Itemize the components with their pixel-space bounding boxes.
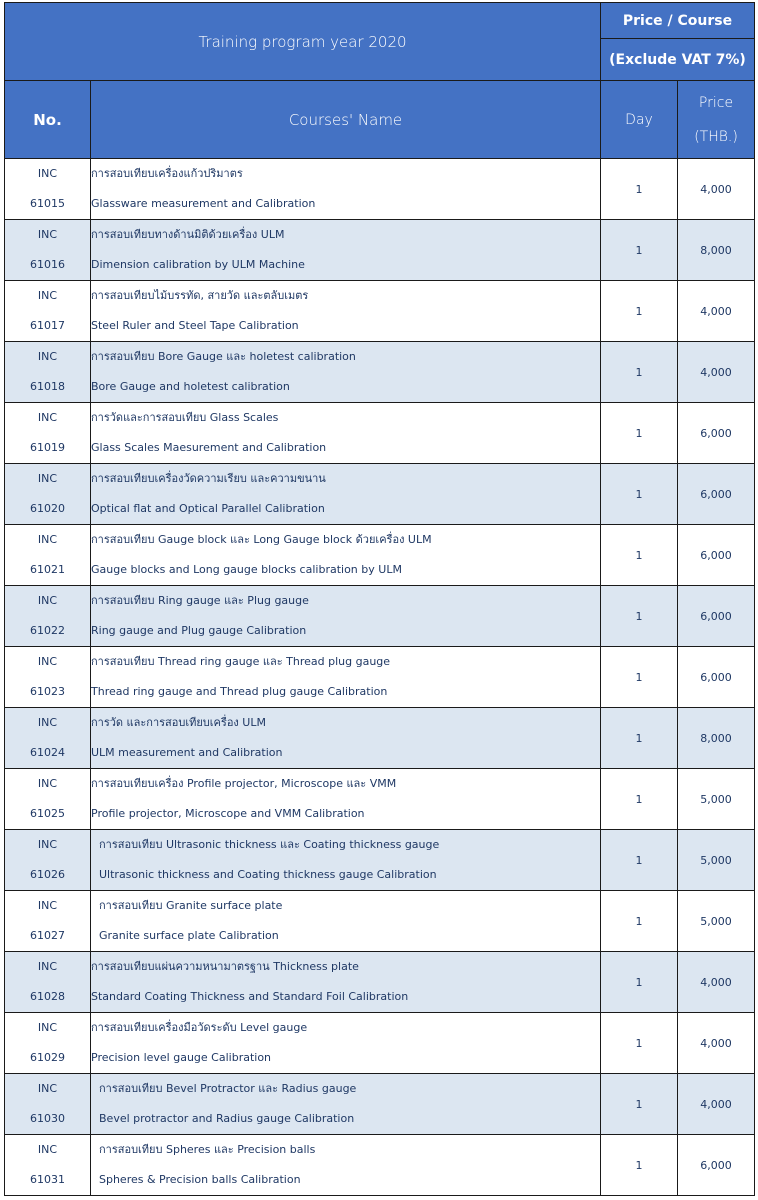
course-prefix: INC [37,472,58,485]
course-name [91,830,601,891]
course-number: 61015 [30,197,65,210]
course-row [5,891,755,952]
course-price: 4,000 [678,159,755,220]
course-row [5,342,755,403]
course-price: 4,000 [678,342,755,403]
course-name-th: การสอบเทียบเครื่องแก้วปริมาตร [91,167,243,180]
course-prefix: INC [37,411,58,424]
course-price: 6,000 [678,525,755,586]
course-price: 6,000 [678,403,755,464]
course-number: 61016 [30,258,65,271]
course-price: 6,000 [678,1135,755,1196]
course-name [91,159,601,220]
course-prefix: INC [37,1021,58,1034]
course-name [91,525,601,586]
course-prefix: INC [37,960,58,973]
course-code [5,525,91,586]
course-prefix: INC [37,655,58,668]
column-header-no: No. [5,81,91,159]
course-day: 1 [601,830,678,891]
course-code [5,342,91,403]
course-code [5,220,91,281]
course-name-th: การสอบเทียบ Thread ring gauge และ Thread plug gauge [91,655,391,668]
course-prefix: INC [37,594,58,607]
course-name [91,952,601,1013]
course-day: 1 [601,281,678,342]
price-label: Price [698,94,734,111]
course-day: 1 [601,525,678,586]
course-name [91,403,601,464]
course-code [5,464,91,525]
course-row [5,281,755,342]
course-name-th: การสอบเทียบ Bore Gauge และ holetest calibration [91,350,356,363]
course-code [5,1135,91,1196]
course-day: 1 [601,769,678,830]
price-currency-label: (THB.) [694,128,738,145]
course-name-en: Gauge blocks and Long gauge blocks calibration by ULM [91,563,402,576]
course-name-th: การสอบเทียบ Ultrasonic thickness และ Coating thickness gauge [99,838,440,851]
course-row [5,1074,755,1135]
course-prefix: INC [37,228,58,241]
course-row [5,952,755,1013]
course-name-th: การสอบเทียบเครื่องวัดความเรียบ และความขนาน [91,472,326,485]
course-row [5,1135,755,1196]
course-prefix: INC [37,838,58,851]
course-day: 1 [601,464,678,525]
course-name-th: การสอบเทียบแผ่นความหนามาตรฐาน Thickness plate [91,960,359,973]
course-number: 61018 [30,380,65,393]
course-name-th: การสอบเทียบไม้บรรทัด, สายวัด และตลับเมตร [91,289,309,302]
course-day: 1 [601,586,678,647]
exclude-vat-note: (Exclude VAT 7%) [601,39,755,81]
course-name-en: Ultrasonic thickness and Coating thickness gauge Calibration [99,868,437,881]
course-row [5,769,755,830]
course-name [91,647,601,708]
course-price: 6,000 [678,586,755,647]
course-price: 6,000 [678,464,755,525]
course-name-en: Spheres & Precision balls Calibration [99,1173,301,1186]
course-number: 61025 [30,807,65,820]
course-prefix: INC [37,716,58,729]
course-prefix: INC [37,350,58,363]
course-day: 1 [601,708,678,769]
course-price: 5,000 [678,769,755,830]
course-price: 8,000 [678,708,755,769]
course-number: 61029 [30,1051,65,1064]
course-name-th: การสอบเทียบ Spheres และ Precision balls [99,1143,316,1156]
course-row [5,220,755,281]
course-name-th: การสอบเทียบทางด้านมิติด้วยเครื่อง ULM [91,228,285,241]
course-code [5,830,91,891]
course-price: 5,000 [678,830,755,891]
course-code [5,281,91,342]
training-program-table [4,2,754,1196]
course-day: 1 [601,1135,678,1196]
course-code [5,403,91,464]
course-name-en: Bevel protractor and Radius gauge Calibration [99,1112,355,1125]
course-number: 61021 [30,563,65,576]
course-number: 61019 [30,441,65,454]
course-number: 61023 [30,685,65,698]
course-name-en: ULM measurement and Calibration [91,746,283,759]
course-day: 1 [601,220,678,281]
course-name [91,769,601,830]
course-name [91,1135,601,1196]
course-prefix: INC [37,899,58,912]
course-name-en: Granite surface plate Calibration [99,929,279,942]
course-prefix: INC [37,1082,58,1095]
course-price: 8,000 [678,220,755,281]
course-day: 1 [601,159,678,220]
course-code [5,708,91,769]
course-name-th: การสอบเทียบ Bevel Protractor และ Radius gauge [99,1082,357,1095]
course-name-en: Steel Ruler and Steel Tape Calibration [91,319,299,332]
course-prefix: INC [37,533,58,546]
course-price: 4,000 [678,1074,755,1135]
course-name [91,891,601,952]
course-name [91,586,601,647]
course-prefix: INC [37,167,58,180]
course-price: 5,000 [678,891,755,952]
course-name-th: การวัดและการสอบเทียบ Glass Scales [91,411,279,424]
course-number: 61022 [30,624,65,637]
course-price: 4,000 [678,281,755,342]
course-number: 61017 [30,319,65,332]
course-number: 61030 [30,1112,65,1125]
course-name-en: Precision level gauge Calibration [91,1051,272,1064]
column-header-courses-name: Courses' Name [91,81,601,159]
course-number: 61024 [30,746,65,759]
course-name-en: Optical flat and Optical Parallel Calibration [91,502,325,515]
course-prefix: INC [37,289,58,302]
course-number: 61031 [30,1173,65,1186]
course-row [5,830,755,891]
course-code [5,769,91,830]
course-day: 1 [601,342,678,403]
course-name [91,220,601,281]
course-row [5,647,755,708]
column-header-price [678,81,755,159]
price-per-course-header: Price / Course [601,3,755,39]
course-day: 1 [601,1074,678,1135]
course-name-th: การสอบเทียบ Granite surface plate [99,899,283,912]
course-code [5,891,91,952]
course-prefix: INC [37,777,58,790]
course-name-en: Thread ring gauge and Thread plug gauge Calibration [91,685,388,698]
course-price: 4,000 [678,952,755,1013]
course-price: 6,000 [678,647,755,708]
course-prefix: INC [37,1143,58,1156]
course-code [5,1074,91,1135]
course-name [91,708,601,769]
course-number: 61028 [30,990,65,1003]
course-day: 1 [601,403,678,464]
column-header-day: Day [601,81,678,159]
course-code [5,647,91,708]
course-name-th: การสอบเทียบ Ring gauge และ Plug gauge [91,594,309,607]
course-name [91,281,601,342]
course-name [91,1013,601,1074]
course-code [5,586,91,647]
course-day: 1 [601,891,678,952]
course-name-en: Dimension calibration by ULM Machine [91,258,305,271]
course-name-en: Standard Coating Thickness and Standard Foil Calibration [91,990,409,1003]
course-number: 61026 [30,868,65,881]
course-name-en: Bore Gauge and holetest calibration [91,380,290,393]
course-number: 61027 [30,929,65,942]
course-code [5,1013,91,1074]
course-row [5,403,755,464]
table-title: Training program year 2020 [5,3,601,81]
course-name [91,464,601,525]
course-name-th: การสอบเทียบเครื่อง Profile projector, Microscope และ VMM [91,777,397,790]
course-day: 1 [601,647,678,708]
course-code [5,952,91,1013]
course-row [5,525,755,586]
course-name-th: การสอบเทียบเครื่องมือวัดระดับ Level gauge [91,1021,308,1034]
course-day: 1 [601,1013,678,1074]
course-row [5,1013,755,1074]
course-name [91,1074,601,1135]
course-name [91,342,601,403]
course-row [5,159,755,220]
course-row [5,586,755,647]
course-name-en: Glass Scales Maesurement and Calibration [91,441,327,454]
course-row [5,464,755,525]
course-row [5,708,755,769]
course-day: 1 [601,952,678,1013]
course-name-th: การสอบเทียบ Gauge block และ Long Gauge block ด้วยเครื่อง ULM [91,533,432,546]
course-number: 61020 [30,502,65,515]
course-price: 4,000 [678,1013,755,1074]
course-name-en: Profile projector, Microscope and VMM Calibration [91,807,365,820]
course-name-en: Ring gauge and Plug gauge Calibration [91,624,307,637]
course-code [5,159,91,220]
course-name-en: Glassware measurement and Calibration [91,197,316,210]
course-name-th: การวัด และการสอบเทียบเครื่อง ULM [91,716,266,729]
